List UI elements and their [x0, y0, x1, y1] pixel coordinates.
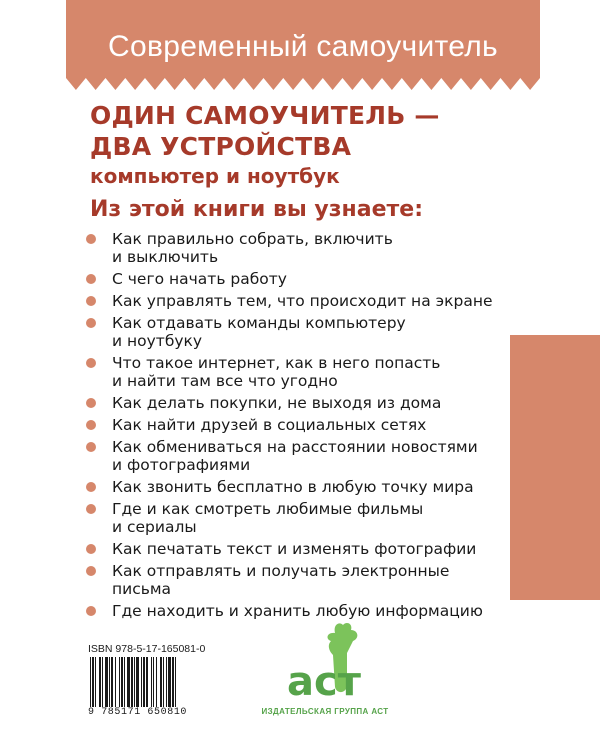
barcode-bar — [160, 657, 162, 707]
feature-list-item-text: и найти там все что угодно — [112, 372, 338, 390]
bullet-dot-icon — [86, 420, 96, 430]
feature-list-item — [86, 270, 526, 288]
feature-list-item-text: Как отдавать команды компьютеру — [112, 314, 406, 332]
barcode-bar — [151, 657, 152, 707]
barcode-bar — [111, 657, 113, 707]
barcode-bar — [90, 657, 91, 707]
feature-list — [86, 230, 526, 624]
headline-line-1: ОДИН САМОУЧИТЕЛЬ — — [90, 101, 440, 130]
feature-list-item-text: Как правильно собрать, включить — [112, 230, 393, 248]
feature-list-item-text: письма — [112, 580, 172, 598]
publisher-logo-text: аст — [287, 659, 361, 705]
bullet-dot-icon — [86, 442, 96, 452]
barcode-bar — [141, 657, 142, 707]
barcode-bar — [168, 657, 171, 707]
feature-list-item — [86, 562, 526, 598]
bullet-dot-icon — [86, 566, 96, 576]
barcode-bar — [153, 657, 154, 707]
feature-list-item-text: и фотографиями — [112, 456, 251, 474]
barcode-bar — [143, 657, 145, 707]
bullet-dot-icon — [86, 544, 96, 554]
barcode-bar — [146, 657, 148, 707]
barcode-bar — [156, 657, 157, 707]
bullet-dot-icon — [86, 358, 96, 368]
feature-list-item-text: Как звонить бесплатно в любую точку мира — [112, 478, 474, 496]
feature-list-item — [86, 314, 526, 350]
publisher-logo — [283, 615, 373, 715]
feature-list-item-text: и выключить — [112, 248, 219, 266]
bullet-dot-icon — [86, 606, 96, 616]
bullet-dot-icon — [86, 274, 96, 284]
feature-list-item — [86, 500, 526, 536]
barcode-bar — [105, 657, 108, 707]
feature-list-item-text: Как обмениваться на расстоянии новостями — [112, 438, 478, 456]
barcode-number: 9 785171 650810 — [88, 707, 188, 718]
barcode-bar — [124, 657, 125, 707]
feature-list-item — [86, 354, 526, 390]
barcode-bar — [95, 657, 96, 707]
feature-list-item-text: Как делать покупки, не выходя из дома — [112, 394, 442, 412]
feature-list-item — [86, 540, 526, 558]
feature-list-item-text: С чего начать работу — [112, 270, 287, 288]
barcode-bar — [119, 657, 120, 707]
headline-line-2: ДВА УСТРОЙСТВА — [90, 132, 352, 161]
feature-list-item — [86, 438, 526, 474]
barcode-bar — [163, 657, 164, 707]
feature-list-item — [86, 416, 526, 434]
bullet-dot-icon — [86, 482, 96, 492]
feature-list-item-text: и сериалы — [112, 518, 197, 536]
series-banner — [66, 0, 540, 78]
barcode-bar — [92, 657, 94, 707]
barcode-bar — [127, 657, 130, 707]
bullet-dot-icon — [86, 318, 96, 328]
headline — [90, 100, 440, 190]
headline-subtitle: компьютер и ноутбук — [90, 164, 340, 188]
feature-list-item-text: Как управлять тем, что происходит на экране — [112, 292, 493, 310]
feature-list-item — [86, 292, 526, 310]
barcode-bar — [172, 657, 174, 707]
barcode-bar — [102, 657, 103, 707]
barcode-bar — [109, 657, 110, 707]
bullet-dot-icon — [86, 234, 96, 244]
feature-list-item-text: Как найти друзей в социальных сетях — [112, 416, 427, 434]
bullet-dot-icon — [86, 296, 96, 306]
feature-list-item-text: Где и как смотреть любимые фильмы — [112, 500, 424, 518]
feature-list-item-text: и ноутбуку — [112, 332, 203, 350]
barcode-image — [88, 657, 220, 707]
barcode-bar — [136, 657, 139, 707]
publisher-name: ИЗДАТЕЛЬСКАЯ ГРУППА АСТ — [261, 707, 389, 716]
banner-zigzag-edge — [66, 78, 540, 90]
bullet-dot-icon — [86, 398, 96, 408]
barcode-bar — [166, 657, 167, 707]
feature-list-item — [86, 394, 526, 412]
barcode-bar — [115, 657, 116, 707]
barcode-bar — [99, 657, 101, 707]
feature-list-item-text: Что такое интернет, как в него попасть — [112, 354, 441, 372]
feature-list-item-text: Как печатать текст и изменять фотографии — [112, 540, 477, 558]
barcode-bar — [121, 657, 123, 707]
barcode-block — [88, 643, 228, 718]
learn-list-title: Из этой книги вы узнаете: — [90, 197, 423, 222]
barcode-bar — [134, 657, 135, 707]
feature-list-item-text: Где находить и хранить любую информацию — [112, 602, 483, 620]
bullet-dot-icon — [86, 504, 96, 514]
feature-list-item-text: Как отправлять и получать электронные — [112, 562, 450, 580]
feature-list-item — [86, 478, 526, 496]
feature-list-item — [86, 230, 526, 266]
series-banner-title: Современный самоучитель — [108, 30, 498, 63]
barcode-bar — [131, 657, 133, 707]
isbn-label: ISBN 978-5-17-165081-0 — [88, 643, 206, 655]
barcode-bar — [175, 657, 176, 707]
